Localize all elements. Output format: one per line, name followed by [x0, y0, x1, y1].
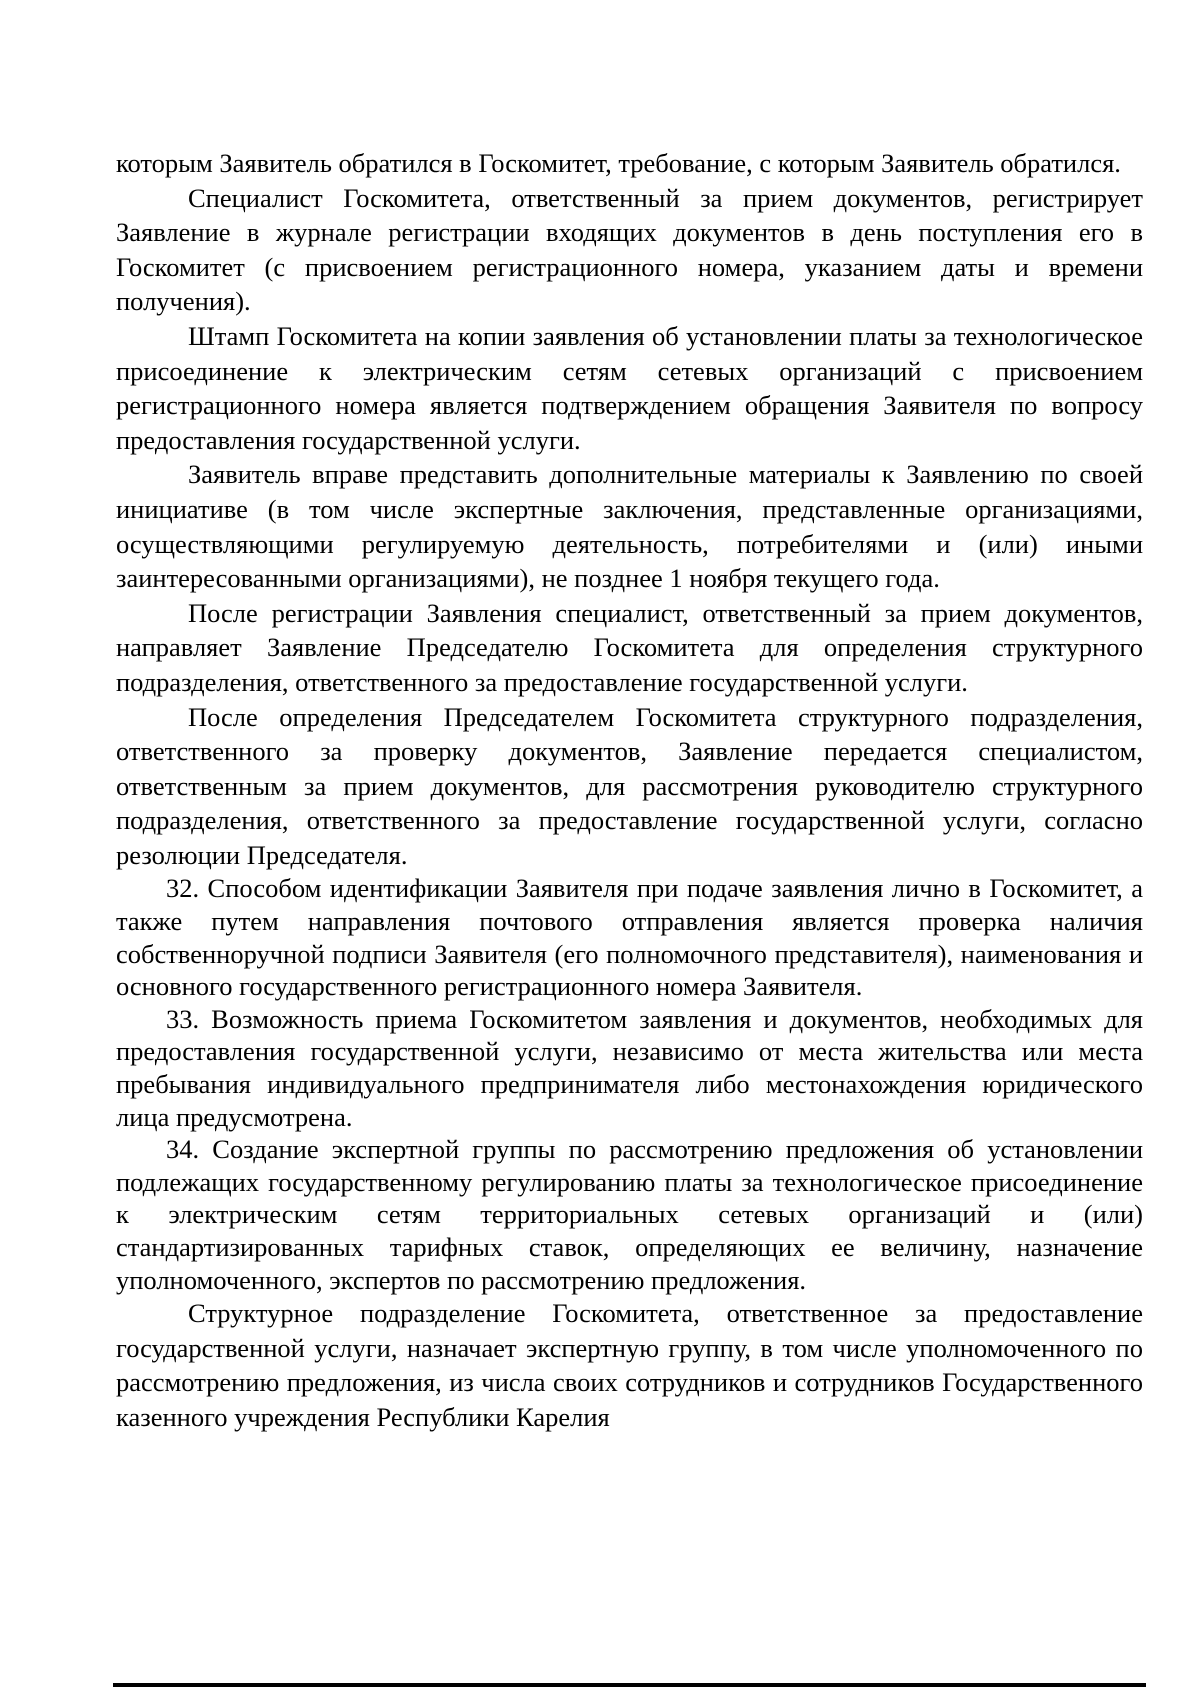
paragraph-registration: Специалист Госкомитета, ответственный за прием документов, регистрирует Заявление в журнале регистрации входящих документов в день поступления его в Госкомитет (с присвоением регистрационного номера, указанием даты и времени получения).	[116, 182, 1143, 317]
paragraph-item-32: 32. Способом идентификации Заявителя при подаче заявления лично в Госкомитет, а также путем направления почтового отправления является проверка наличия собственноручной подписи Заявителя (его полномочного представителя), наименования и основного государственного регистрационного номера Заявителя.	[116, 873, 1143, 1002]
paragraph-additional-materials: Заявитель вправе представить дополнительные материалы к Заявлению по своей инициативе (в том числе экспертные заключения, представленные организациями, осуществляющими регулируемую деятельность, потребителями и (или) иными заинтересованными организациями), не позднее 1 ноября текущего года.	[116, 459, 1143, 594]
paragraph-continuation: которым Заявитель обратился в Госкомитет, требование, с которым Заявитель обратился.	[116, 148, 1121, 178]
paragraph-item-34: 34. Создание экспертной группы по рассмотрению предложения об установлении подлежащих государственному регулированию платы за технологическое присоединение к электрическим сетям территориальных сетевых организаций и (или) стандартизированных тарифных ставок, определяющих ее величину, назначение уполномоченного, экспертов по рассмотрению предложения.	[116, 1134, 1143, 1295]
footer-rule	[113, 1683, 1146, 1687]
paragraph-after-definition: После определения Председателем Госкомитета структурного подразделения, ответственного за проверку документов, Заявление передается специалистом, ответственным за прием документов, для рассмотрения руководителю структурного подразделения, ответственного за предоставление государственной услуги, согласно резолюции Председателя.	[116, 701, 1143, 870]
paragraph-after-registration: После регистрации Заявления специалист, ответственный за прием документов, направляет Заявление Председателю Госкомитета для определения структурного подразделения, ответственного за предоставление государственной услуги.	[116, 597, 1143, 697]
paragraph-expert-group: Структурное подразделение Госкомитета, ответственное за предоставление государственной услуги, назначает экспертную группу, в том числе уполномоченного по рассмотрению предложения, из числа своих сотрудников и сотрудников Государственного казенного учреждения Республики Карелия	[116, 1298, 1143, 1432]
document-body	[116, 146, 1143, 1435]
paragraph-stamp: Штамп Госкомитета на копии заявления об установлении платы за технологическое присоединение к электрическим сетям сетевых организаций с присвоением регистрационного номера является подтверждением обращения Заявителя по вопросу предоставления государственной услуги.	[116, 320, 1143, 455]
paragraph-item-33: 33. Возможность приема Госкомитетом заявления и документов, необходимых для предоставления государственной услуги, независимо от места жительства или места пребывания индивидуального предпринимателя либо местонахождения юридического лица предусмотрена.	[116, 1003, 1143, 1132]
